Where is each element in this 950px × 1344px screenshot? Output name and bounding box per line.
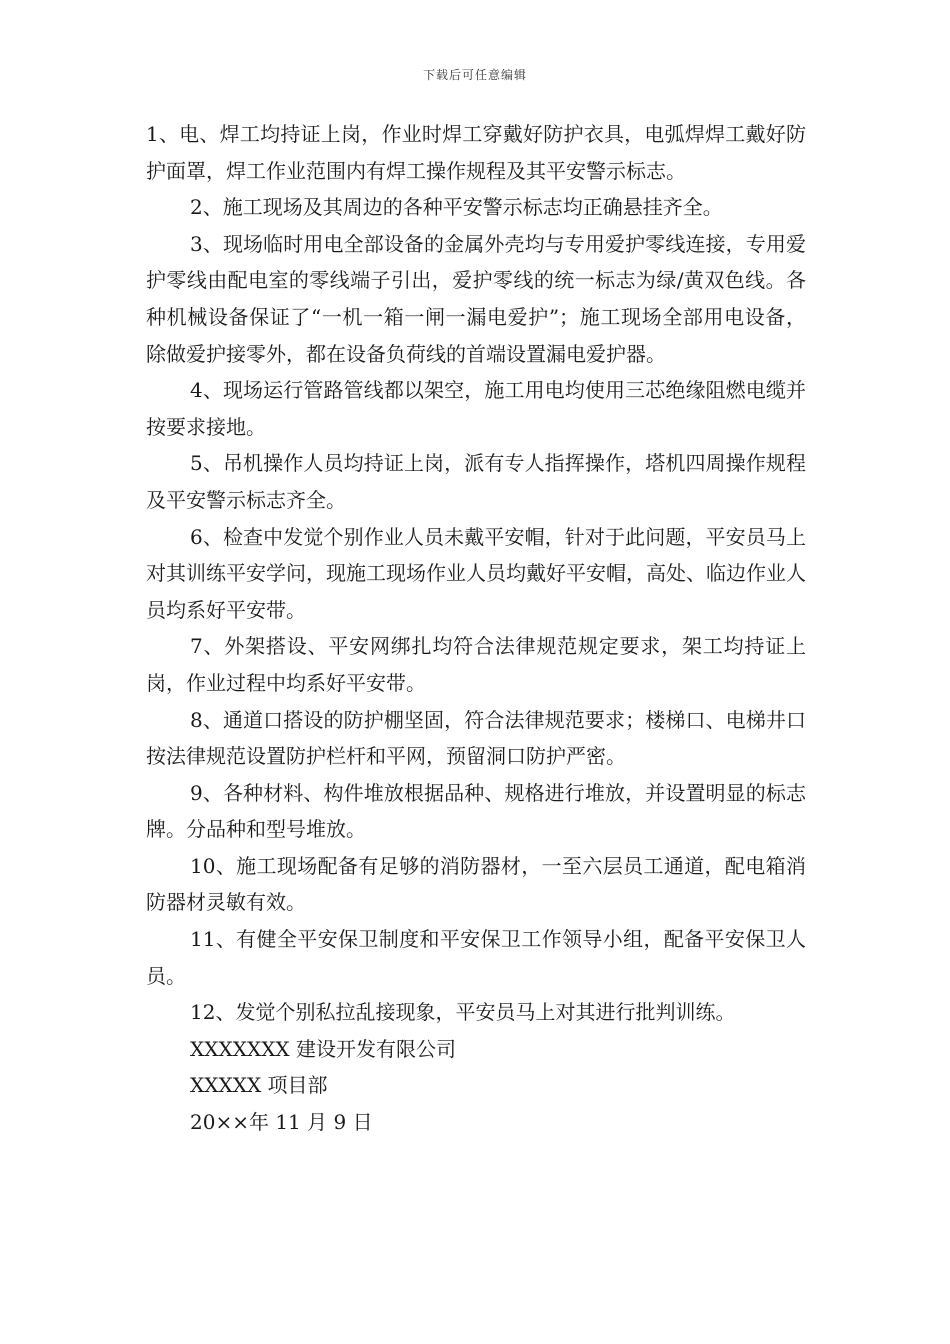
paragraph-5: 5、吊机操作人员均持证上岗，派有专人指挥操作，塔机四周操作规程及平安警示标志齐全。 bbox=[146, 451, 806, 512]
paragraph-6: 6、检查中发觉个别作业人员未戴平安帽，针对于此问题，平安员马上对其训练平安学问，现施工现场作业人员均戴好平安帽，高处、临边作业人员均系好平安带。 bbox=[146, 524, 806, 622]
paragraph-11: 11、有健全平安保卫制度和平安保卫工作领导小组，配备平安保卫人员。 bbox=[146, 927, 806, 988]
paragraph-7: 7、外架搭设、平安网绑扎均符合法律规范规定要求，架工均持证上岗，作业过程中均系好平安带。 bbox=[146, 634, 806, 695]
paragraph-8: 8、通道口搭设的防护棚坚固，符合法律规范要求；楼梯口、电梯井口按法律规范设置防护栏杆和平网，预留洞口防护严密。 bbox=[146, 707, 806, 769]
signature-company: XXXXXXX 建设开发有限公司 bbox=[190, 1036, 457, 1061]
signature-date: 20××年 11 月 9 日 bbox=[190, 1110, 373, 1135]
paragraph-2: 2、施工现场及其周边的各种平安警示标志均正确悬挂齐全。 bbox=[190, 195, 723, 220]
paragraph-12: 12、发觉个别私拉乱接现象，平安员马上对其进行批判训练。 bbox=[190, 1000, 736, 1025]
paragraph-1: 1、电、焊工均持证上岗，作业时焊工穿戴好防护衣具，电弧焊焊工戴好防护面罩，焊工作业范围内有焊工操作规程及其平安警示标志。 bbox=[146, 122, 806, 183]
paragraph-3: 3、现场临时用电全部设备的金属外壳均与专用爱护零线连接，专用爱护零线由配电室的零线端子引出，爱护零线的统一标志为绿/黄双色线。各种机械设备保证了“一机一箱一闸一漏电爱护”；施工现场全部用电设备，除做爱护接零外，都在设备负荷线的首端设置漏电爱护器。 bbox=[146, 231, 806, 366]
header-note: 下载后可任意编辑 bbox=[422, 68, 527, 82]
document-body bbox=[146, 116, 806, 1141]
signature-department: XXXXX 项目部 bbox=[190, 1073, 328, 1098]
paragraph-4: 4、现场运行管路管线都以架空，施工用电均使用三芯绝缘阻燃电缆并按要求接地。 bbox=[146, 378, 806, 439]
paragraph-9: 9、各种材料、构件堆放根据品种、规格进行堆放，并设置明显的标志牌。分品种和型号堆放。 bbox=[146, 780, 806, 842]
paragraph-10: 10、施工现场配备有足够的消防器材，一至六层员工通道，配电箱消防器材灵敏有效。 bbox=[146, 853, 806, 915]
